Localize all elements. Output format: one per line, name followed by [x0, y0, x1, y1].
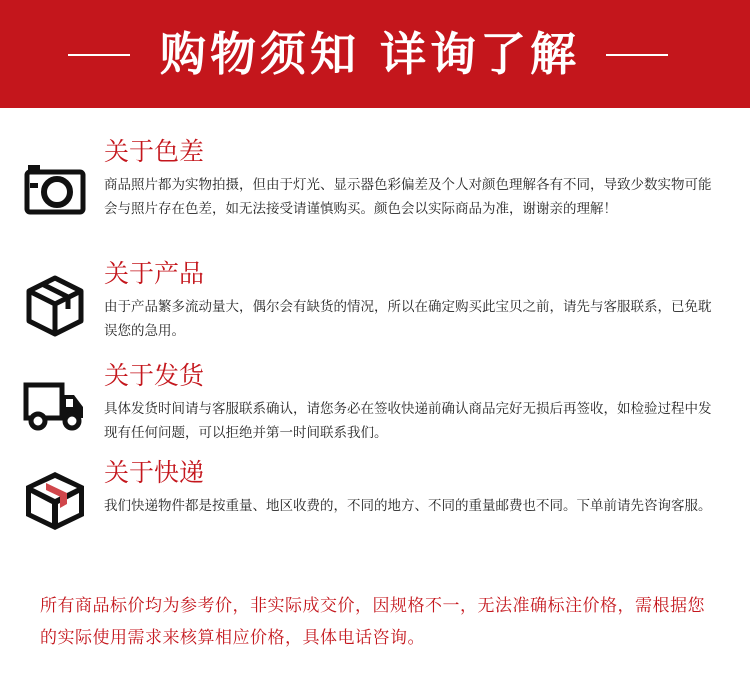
- section-body: 具体发货时间请与客服联系确认，请您务必在签收快递前确认商品完好无损后再签收，如检验过程中发现有任何问题，可以拒绝并第一时间联系我们。: [104, 401, 712, 441]
- camera-icon: [22, 159, 88, 225]
- header-divider-right: [606, 54, 668, 56]
- cube-icon: [22, 273, 88, 339]
- section-title: 关于快递: [104, 458, 205, 487]
- header-banner: [0, 0, 750, 108]
- truck-icon: [22, 371, 88, 437]
- price-notice: 所有商品标价均为参考价，非实际成交价，因规格不一，无法准确标注价格，需根据您的实际使用需求来核算相应价格，具体电话咨询。: [40, 596, 705, 648]
- header-divider-left: [68, 54, 130, 56]
- section-body: 我们快递物件都是按重量、地区收费的，不同的地方、不同的重量邮费也不同。下单前请先咨询客服。: [104, 498, 712, 514]
- section-title: 关于发货: [104, 361, 205, 390]
- package-box-icon: [22, 468, 88, 534]
- section-body: 由于产品繁多流动量大，偶尔会有缺货的情况，所以在确定购买此宝贝之前，请先与客服联系，已免耽误您的急用。: [104, 299, 712, 339]
- section-title: 关于产品: [104, 259, 205, 288]
- section-body: 商品照片都为实物拍摄，但由于灯光、显示器色彩偏差及个人对颜色理解各有不同，导致少数实物可能会与照片存在色差，如无法接受请谨慎购买。颜色会以实际商品为准，谢谢亲的理解！: [104, 177, 712, 217]
- page-title: 购物须知 详询了解: [159, 27, 580, 81]
- section-title: 关于色差: [104, 137, 205, 166]
